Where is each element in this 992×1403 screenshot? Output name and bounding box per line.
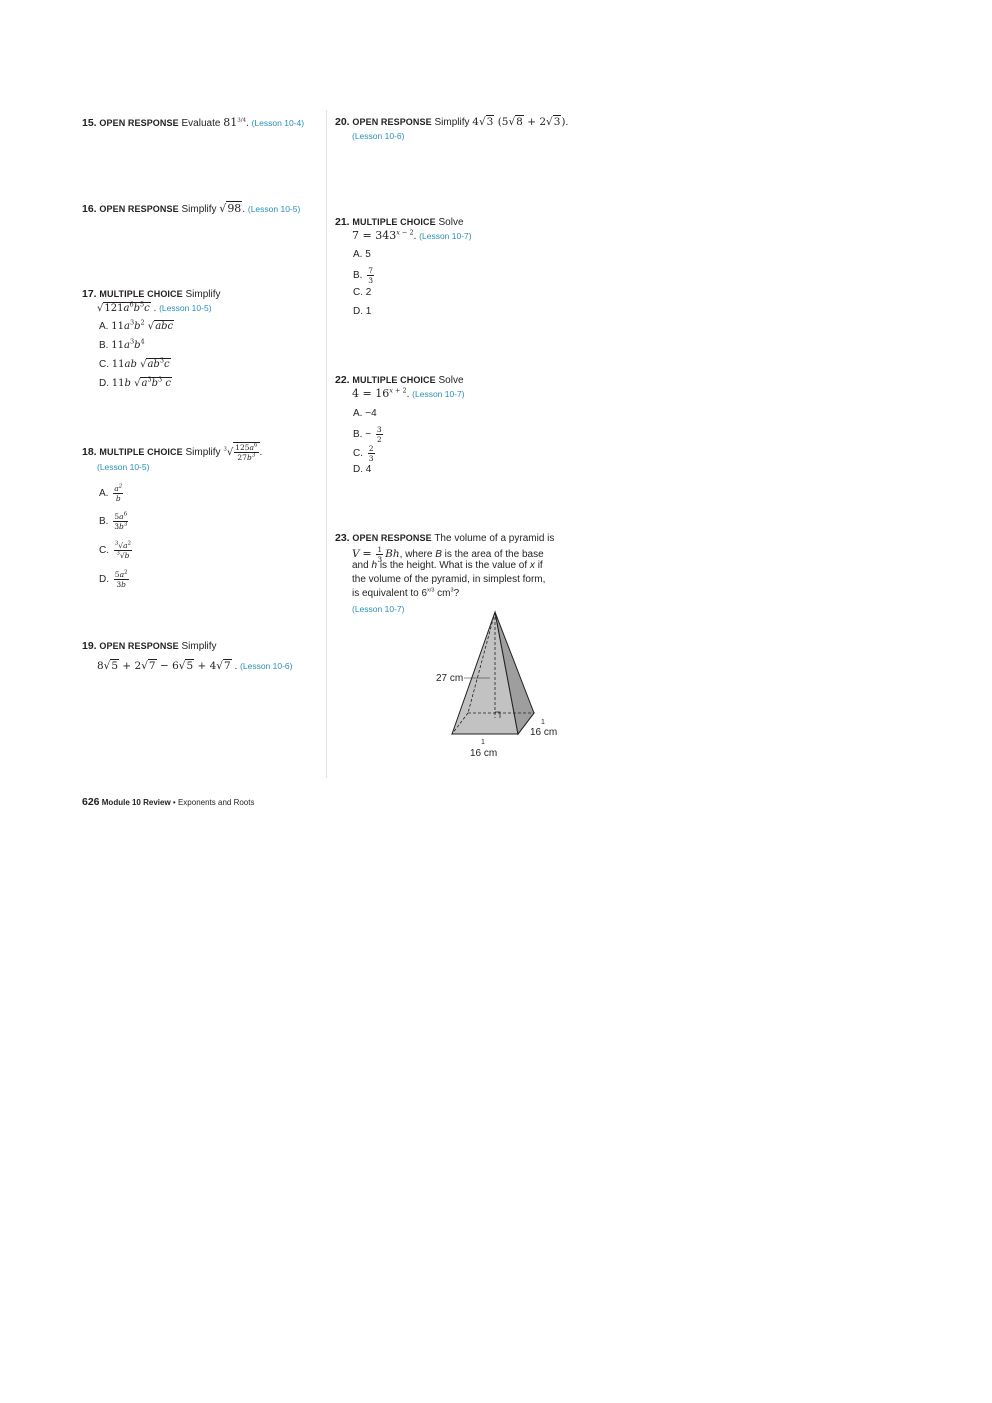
pyramid-figure: [430, 608, 570, 764]
height-label: 27 cm: [436, 673, 464, 684]
choice-a[interactable]: A. $11a^3b^2$ √abc: [99, 318, 174, 332]
choice-d[interactable]: D. 4: [353, 464, 372, 475]
expression: √98: [219, 202, 242, 215]
question-type: OPEN RESPONSE: [352, 117, 432, 127]
column-divider: [326, 110, 327, 778]
choice-a[interactable]: A. −4: [353, 408, 377, 419]
lesson-ref: (Lesson 10-7): [412, 389, 465, 399]
question-prompt: Simplify: [434, 117, 470, 128]
question-number: 22.: [335, 374, 350, 386]
question-prompt: Solve: [438, 217, 464, 228]
choice-d[interactable]: D. 11b $√a^3b^3$ c: [99, 375, 171, 389]
lesson-ref: (Lesson 10-5): [159, 303, 212, 313]
question-number: 15.: [82, 117, 97, 129]
bottom-frac-label: 1: [481, 739, 485, 746]
question-22-expression: $4 = 16^{x + 2}$. (Lesson 10-7): [352, 386, 465, 400]
question-23: [335, 531, 554, 546]
question-15: 15. OPEN RESPONSE Evaluate $81^{3/4}$. (Lesson 10-4): [82, 116, 305, 129]
question-number: 19.: [82, 640, 97, 652]
question-prompt: Simplify: [185, 447, 221, 458]
footer-subtitle: Exponents and Roots: [177, 798, 255, 807]
question-number: 16.: [82, 203, 97, 215]
question-23-line5: is equivalent to $6^{x/3}$ $cm^3$?: [352, 587, 460, 599]
question-type: OPEN RESPONSE: [99, 118, 179, 128]
question-23-line4: the volume of the pyramid, in simplest form,: [352, 574, 546, 585]
question-21-expression: $7 = 343^{x - 2}$. (Lesson 10-7): [352, 228, 472, 242]
question-prompt: Simplify: [185, 289, 221, 300]
question-type: MULTIPLE CHOICE: [352, 217, 436, 227]
question-23-lesson: [352, 602, 404, 617]
lesson-ref: (Lesson 10-5): [97, 462, 150, 472]
lesson-ref: (Lesson 10-7): [419, 231, 472, 241]
choice-c[interactable]: C. 2: [353, 287, 372, 298]
choice-b[interactable]: B. − $\frac{3}{2}$: [353, 425, 382, 444]
question-20: 20. OPEN RESPONSE Simplify 4√3 (5√8 + 2√3).: [335, 116, 569, 128]
question-prompt: Simplify: [181, 204, 217, 215]
choice-d[interactable]: D. $\frac{5a^2}{3b}$: [99, 569, 128, 589]
question-number: 23.: [335, 532, 350, 544]
question-17: [82, 287, 221, 302]
question-number: 17.: [82, 288, 97, 300]
choice-b[interactable]: B. $\frac{7}{3}$: [353, 266, 374, 285]
question-20-lesson: [352, 129, 404, 144]
question-18-lesson: [97, 460, 149, 475]
side-frac-label: 1: [541, 719, 545, 726]
question-number: 20.: [335, 116, 350, 128]
choice-a[interactable]: A. 5: [353, 249, 371, 260]
question-16: 16. OPEN RESPONSE Simplify √98. (Lesson 10-5): [82, 202, 301, 215]
question-type: MULTIPLE CHOICE: [99, 447, 183, 457]
question-23-line2: V = $\frac{1}{3}$ Bh, where B is the area of the base: [352, 545, 544, 564]
question-number: 21.: [335, 216, 350, 228]
question-19-expression: 8√5 + 2√7 − 6√5 + 4√7 . (Lesson 10-6): [97, 660, 293, 672]
question-number: 18.: [82, 446, 97, 458]
question-type: OPEN RESPONSE: [99, 641, 179, 651]
side-label-right: 16 cm: [530, 727, 558, 738]
choice-c[interactable]: C. $\frac{^3√a^2}{^3√b}$: [99, 540, 132, 560]
question-type: OPEN RESPONSE: [352, 533, 432, 543]
question-19: [82, 639, 217, 654]
question-type: MULTIPLE CHOICE: [352, 375, 436, 385]
choice-d[interactable]: D. 1: [353, 306, 372, 317]
choice-a[interactable]: A. $\frac{a^2}{b}$: [99, 483, 123, 503]
question-text: The volume of a pyramid is: [434, 533, 555, 544]
lesson-ref: (Lesson 10-6): [352, 131, 405, 141]
choice-b[interactable]: B. $11a^3b^4$: [99, 337, 145, 351]
page-number: 626: [82, 796, 100, 808]
question-type: OPEN RESPONSE: [99, 204, 179, 214]
lesson-ref: (Lesson 10-5): [247, 204, 301, 214]
lesson-ref: (Lesson 10-6): [240, 661, 293, 671]
page-footer: [82, 796, 254, 808]
question-prompt: Solve: [438, 375, 464, 386]
choice-c[interactable]: C. 11ab $√ab^3c$: [99, 356, 170, 370]
footer-separator: •: [172, 798, 176, 807]
lesson-ref: (Lesson 10-4): [251, 118, 305, 128]
question-17-expression: $√121a^6b^5c$ . (Lesson 10-5): [97, 300, 212, 314]
lesson-ref: (Lesson 10-7): [352, 604, 405, 614]
question-prompt: Evaluate: [181, 118, 221, 129]
question-prompt: Simplify: [181, 641, 217, 652]
question-23-line3: and h is the height. What is the value of x if: [352, 560, 543, 571]
choice-b[interactable]: B. $\frac{5a^6}{3b^3}$: [99, 511, 128, 531]
expression: $81^{3/4}$: [223, 116, 247, 129]
question-type: MULTIPLE CHOICE: [99, 289, 183, 299]
side-label-bottom: 16 cm: [470, 748, 498, 759]
choice-c[interactable]: C. $\frac{2}{3}$: [353, 444, 374, 463]
question-18: 18. MULTIPLE CHOICE Simplify $^3$√ $\frac{125a^6}{27b^3}$ .: [82, 442, 263, 462]
module-title: Module 10 Review: [101, 798, 171, 807]
